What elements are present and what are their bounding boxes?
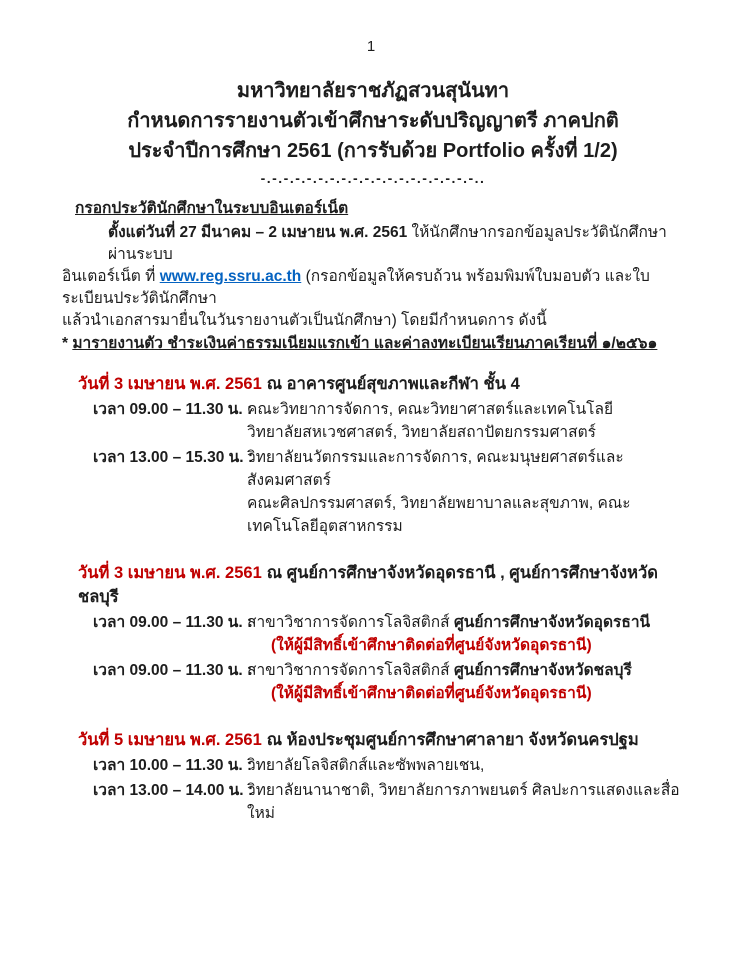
title-subject: กำหนดการรายงานตัวเข้าศึกษาระดับปริญญาตรี ภาคปกติ	[127, 110, 619, 132]
slot-time: เวลา 09.00 – 11.30 น. :	[93, 662, 253, 679]
section-venue: ณ ห้องประชุมศูนย์การศึกษาศาลายา จังหวัดนครปฐม	[266, 731, 639, 749]
schedule-slot	[62, 611, 684, 657]
section-header	[62, 561, 684, 609]
slot-faculty-list	[221, 446, 684, 538]
document-title	[62, 76, 684, 166]
reg-website-link[interactable]: www.reg.ssru.ac.th	[159, 268, 302, 285]
slot-faculty-list	[221, 754, 484, 777]
slot-faculty-list	[221, 611, 650, 657]
slot-program: สาขาวิชาการจัดการโลจิสติกส์	[247, 614, 454, 631]
intro-paragraph-line-2	[62, 266, 684, 310]
schedule-section-1	[62, 372, 684, 538]
slot-faculties-line: คณะวิทยาการจัดการ, คณะวิทยาศาสตร์และเทคโนโลยี	[247, 401, 614, 418]
slot-time: เวลา 09.00 – 11.30 น. :	[93, 401, 253, 418]
slot-faculty-list	[221, 779, 684, 825]
schedule-section-3	[62, 728, 684, 825]
intro-date-range: ตั้งแต่วันที่ 27 มีนาคม – 2 เมษายน พ.ศ. 2561	[108, 224, 408, 241]
schedule-slot	[62, 446, 684, 538]
section-venue: ณ ศูนย์การศึกษาจังหวัดอุดรธานี , ศูนย์การศึกษาจังหวัดชลบุรี	[78, 564, 658, 606]
slot-faculty-list	[221, 659, 632, 705]
schedule-section-2	[62, 561, 684, 705]
page-number: 1	[366, 38, 376, 55]
slot-faculties-line: วิทยาลัยสหเวชศาสตร์, วิทยาลัยสถาปัตยกรรมศาสตร์	[247, 424, 596, 441]
intro-heading: กรอกประวัตินักศึกษาในระบบอินเตอร์เน็ต	[75, 200, 349, 217]
slot-faculties-line: วิทยาลัยนวัตกรรมและการจัดการ, คณะมนุษยศาสตร์และสังคมศาสตร์	[247, 449, 624, 489]
slot-program-line	[247, 659, 632, 682]
slot-program-line	[247, 611, 650, 634]
schedule-slot	[62, 754, 684, 777]
intro-instruction: ให้นักศึกษากรอกข้อมูลประวัตินักศึกษาผ่านระบบ	[108, 224, 667, 263]
section-header	[62, 372, 684, 396]
title-university: มหาวิทยาลัยราชภัฏสวนสุนันทา	[236, 80, 510, 102]
section-date: วันที่ 5 เมษายน พ.ศ. 2561	[78, 731, 262, 749]
slot-faculties-line: คณะศิลปกรรมศาสตร์, วิทยาลัยพยาบาลและสุขภาพ, คณะเทคโนโลยีอุตสาหกรรม	[247, 495, 631, 535]
slot-time: เวลา 10.00 – 11.30 น. :	[93, 757, 253, 774]
slot-faculties-line: วิทยาลัยโลจิสติกส์และซัพพลายเชน,	[247, 757, 485, 774]
schedule-slot	[62, 659, 684, 705]
payment-note	[62, 333, 684, 355]
intro-internet-label: อินเตอร์เน็ต ที่	[62, 268, 160, 285]
schedule-slot	[62, 398, 684, 444]
section-date: วันที่ 3 เมษายน พ.ศ. 2561	[78, 375, 262, 393]
slot-campus: ศูนย์การศึกษาจังหวัดอุดรธานี	[453, 614, 651, 631]
intro-paragraph-line-1	[62, 222, 684, 266]
slot-time: เวลา 09.00 – 11.30 น. :	[93, 614, 253, 631]
slot-contact-note: (ให้ผู้มีสิทธิ์เข้าศึกษาติดต่อที่ศูนย์จังหวัดอุดรธานี)	[271, 685, 592, 702]
title-academic-year: ประจำปีการศึกษา 2561 (การรับด้วย Portfolio ครั้งที่ 1/2)	[128, 140, 618, 162]
payment-note-star: *	[62, 335, 73, 352]
schedule-slot	[62, 779, 684, 825]
slot-contact-note: (ให้ผู้มีสิทธิ์เข้าศึกษาติดต่อที่ศูนย์จังหวัดอุดรธานี)	[271, 637, 592, 654]
slot-campus: ศูนย์การศึกษาจังหวัดชลบุรี	[453, 662, 632, 679]
slot-faculties-line: วิทยาลัยนานาชาติ, วิทยาลัยการภาพยนตร์ ศิลปะการแสดงและสื่อใหม่	[247, 782, 680, 822]
intro-paragraph-line-3: แล้วนำเอกสารมายื่นในวันรายงานตัวเป็นนักศึกษา) โดยมีกำหนดการ ดังนี้	[62, 312, 547, 329]
section-venue: ณ อาคารศูนย์สุขภาพและกีฬา ชั้น 4	[266, 375, 520, 393]
slot-time: เวลา 13.00 – 14.00 น. :	[93, 782, 253, 799]
slot-time: เวลา 13.00 – 15.30 น. :	[93, 449, 253, 466]
section-date: วันที่ 3 เมษายน พ.ศ. 2561	[78, 564, 262, 582]
intro-section	[62, 198, 684, 355]
section-header	[62, 728, 684, 752]
intro-documents-note: (กรอกข้อมูลให้ครบถ้วน พร้อมพิมพ์ใบมอบตัว และใบระเบียนประวัตินักศึกษา	[62, 268, 650, 307]
slot-faculty-list	[221, 398, 613, 444]
payment-note-text: มารายงานตัว ชำระเงินค่าธรรมเนียมแรกเข้า และค่าลงทะเบียนเรียนภาคเรียนที่ ๑/๒๕๖๑	[72, 335, 658, 352]
dashed-separator: -.-.-.-.-.-.-.-.-.-.-.-.-.-.-.-.-.-.-..	[260, 170, 486, 186]
slot-program: สาขาวิชาการจัดการโลจิสติกส์	[247, 662, 454, 679]
